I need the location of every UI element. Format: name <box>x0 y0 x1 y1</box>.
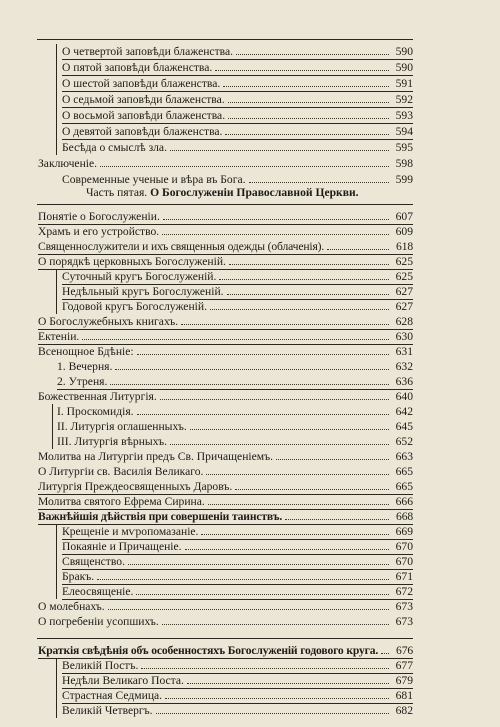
indent-bracket <box>52 404 53 449</box>
toc-entry[interactable]: Суточный кругъ Богослуженій. 625 <box>62 270 413 283</box>
toc-entry[interactable]: Страстная Седмица. 681 <box>62 689 413 702</box>
top-rule <box>37 39 413 40</box>
toc-entry[interactable]: О восьмой заповѣди блаженства. 593 <box>62 109 413 122</box>
toc-entry[interactable]: Великій Постъ. 677 <box>62 659 413 672</box>
indent-bracket <box>56 44 57 155</box>
toc-entry[interactable]: Священство. 670 <box>62 555 413 568</box>
toc-entry[interactable]: О молебнахъ. 673 <box>38 600 413 613</box>
toc-entry[interactable]: Великій Четвергъ. 682 <box>62 704 413 717</box>
toc-entry[interactable]: Бракъ. 671 <box>62 570 413 583</box>
toc-entry[interactable]: Храмъ и его устройство. 609 <box>38 225 413 238</box>
section-rule <box>37 638 413 639</box>
indent-bracket <box>56 269 57 314</box>
toc-entry[interactable]: О шестой заповѣди блаженства. 591 <box>62 77 413 90</box>
toc-entry[interactable]: О четвертой заповѣди блаженства. 590 <box>62 45 413 58</box>
toc-entry[interactable]: Недѣли Великаго Поста. 679 <box>62 674 413 687</box>
toc-entry[interactable]: Понятіе о Богослуженіи. 607 <box>38 210 413 223</box>
part-number: Часть пятая. <box>86 186 148 199</box>
toc-entry[interactable]: Заключеніе. 598 <box>38 157 413 170</box>
toc-entry[interactable]: Годовой кругъ Богослуженій. 627 <box>62 300 413 313</box>
toc-entry[interactable]: О Литургіи св. Василія Великаго. 665 <box>38 465 413 478</box>
toc-entry[interactable]: О погребеніи усопшихъ. 673 <box>38 615 413 628</box>
toc-entry[interactable]: 2. Утреня. 636 <box>57 375 413 388</box>
toc-entry[interactable]: Важнѣйшія дѣйствія при совершеніи таинствъ. 668 <box>38 510 413 523</box>
part-title: О Богослуженіи Православной Церкви. <box>150 186 359 199</box>
toc-entry[interactable]: Краткія свѣдѣнія объ особенностяхъ Богослуженій годового круга. 676 <box>38 644 413 657</box>
toc-entry[interactable]: Божественная Литургія. 640 <box>38 390 413 403</box>
toc-entry[interactable]: Покаяніе и Причащеніе. 670 <box>62 540 413 553</box>
toc-entry[interactable]: О Богослужебныхъ книгахъ. 628 <box>38 315 413 328</box>
toc-entry[interactable]: Бесѣда о смыслѣ зла. 595 <box>62 141 413 154</box>
toc-entry[interactable]: О пятой заповѣди блаженства. 590 <box>62 61 413 74</box>
part-heading <box>86 185 359 200</box>
toc-entry[interactable]: I. Проскомидія. 642 <box>57 405 413 418</box>
toc-entry[interactable]: Молитва святого Ефрема Сирина. 666 <box>38 495 413 508</box>
toc-entry[interactable]: О порядкѣ церковныхъ Богослуженій. 625 <box>38 255 413 268</box>
indent-bracket <box>56 658 57 718</box>
toc-entry[interactable]: Всенощное Бдѣніе: 631 <box>38 345 413 358</box>
toc-entry[interactable]: Современные ученые и вѣра въ Бога. 599 <box>62 173 413 186</box>
toc-entry[interactable]: Недѣльный кругъ Богослуженій. 627 <box>62 285 413 298</box>
toc-entry[interactable]: III. Литургія вѣрныхъ. 652 <box>57 435 413 448</box>
section-rule <box>37 204 413 205</box>
toc-entry[interactable]: Елеосвященіе. 672 <box>62 585 413 598</box>
toc-entry[interactable]: Литургія Преждеосвященныхъ Даровъ. 665 <box>38 480 413 493</box>
indent-bracket <box>56 524 57 599</box>
toc-entry[interactable]: Священнослужители и ихъ священныя одежды (облаченія). 618 <box>38 240 413 253</box>
toc-entry[interactable]: О седьмой заповѣди блаженства. 592 <box>62 93 413 106</box>
toc-entry[interactable]: Молитва на Литургіи предъ Св. Причащеніемъ. 663 <box>38 450 413 463</box>
toc-entry[interactable]: Крещеніе и мѵропомазаніе. 669 <box>62 525 413 538</box>
toc-entry[interactable]: 1. Вечерня. 632 <box>57 360 413 373</box>
toc-entry[interactable]: Ектеніи. 630 <box>38 330 413 343</box>
toc-entry[interactable]: О девятой заповѣди блаженства. 594 <box>62 125 413 138</box>
toc-entry[interactable]: II. Литургія оглашенныхъ. 645 <box>57 420 413 433</box>
